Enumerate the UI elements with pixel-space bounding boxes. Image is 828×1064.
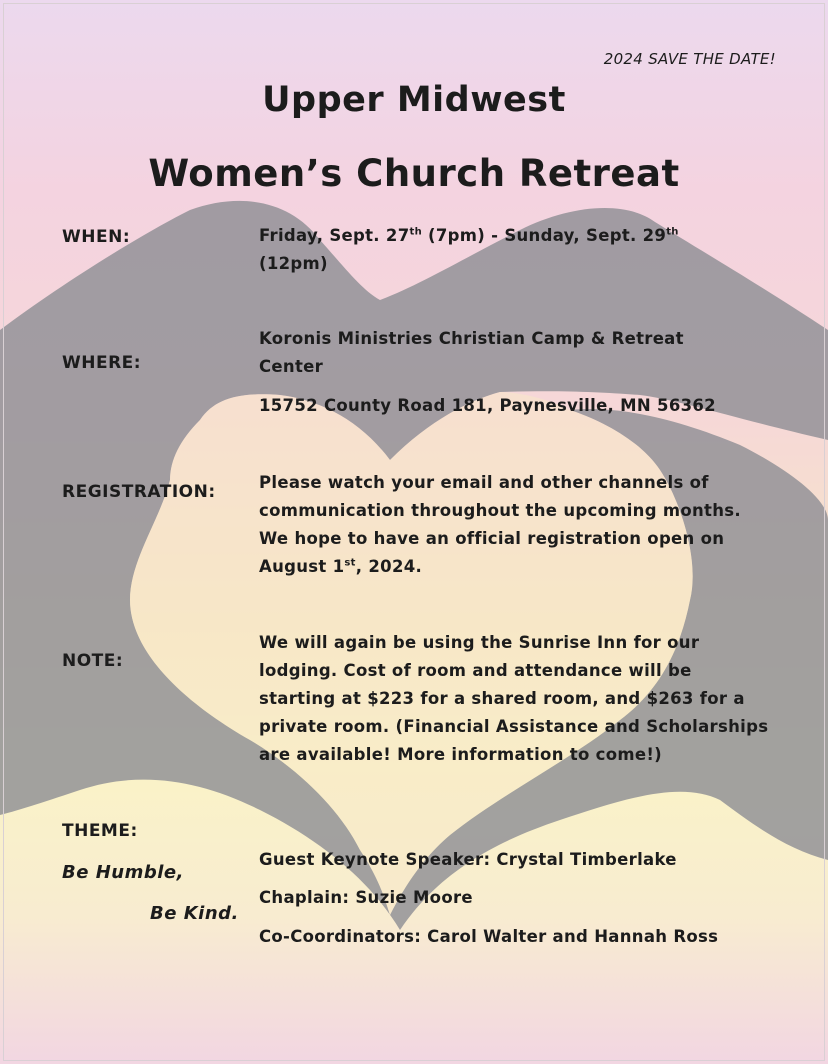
when-label: WHEN: [62,227,131,247]
registration-text: Please watch your email and other channels of communication throughout the upcoming months. We hope to have an official registration open on August 1 [259,473,741,576]
when-range: (7pm) - Sunday, Sept. 29 [421,226,667,245]
where-venue: Koronis Ministries Christian Camp & Retreat Center [259,329,684,376]
when-details [259,222,779,278]
theme-line-1: Be Humble, [62,862,184,883]
registration-label: REGISTRATION: [62,482,216,502]
theme-line-2: Be Kind. [150,903,239,924]
note-text: We will again be using the Sunrise Inn for our lodging. Cost of room and attendance will be starting at $223 for a shared room, and $263 for a private room. (Financial Assistance and Scholarships are available! More information to come!) [259,633,769,764]
title-line-1: Upper Midwest [262,80,566,120]
save-the-date-tag: 2024 SAVE THE DATE! [603,50,776,68]
chaplain: Chaplain: Suzie Moore [259,888,473,907]
registration-details [259,469,769,581]
where-label: WHERE: [62,353,142,373]
registration-year: , 2024. [355,557,423,576]
when-start-suffix: th [409,226,422,238]
when-start: Friday, Sept. 27 [259,226,410,245]
title-line-2: Women’s Church Retreat [148,152,680,195]
where-address: 15752 County Road 181, Paynesville, MN 56362 [259,396,716,415]
theme-label: THEME: [62,821,138,841]
when-end-time: (12pm) [259,254,328,273]
keynote-speaker: Guest Keynote Speaker: Crystal Timberlake [259,850,677,869]
when-end-suffix: th [666,226,679,238]
co-coordinators: Co-Coordinators: Carol Walter and Hannah Ross [259,927,719,946]
note-label: NOTE: [62,651,124,671]
registration-date-suffix: st [344,557,356,569]
